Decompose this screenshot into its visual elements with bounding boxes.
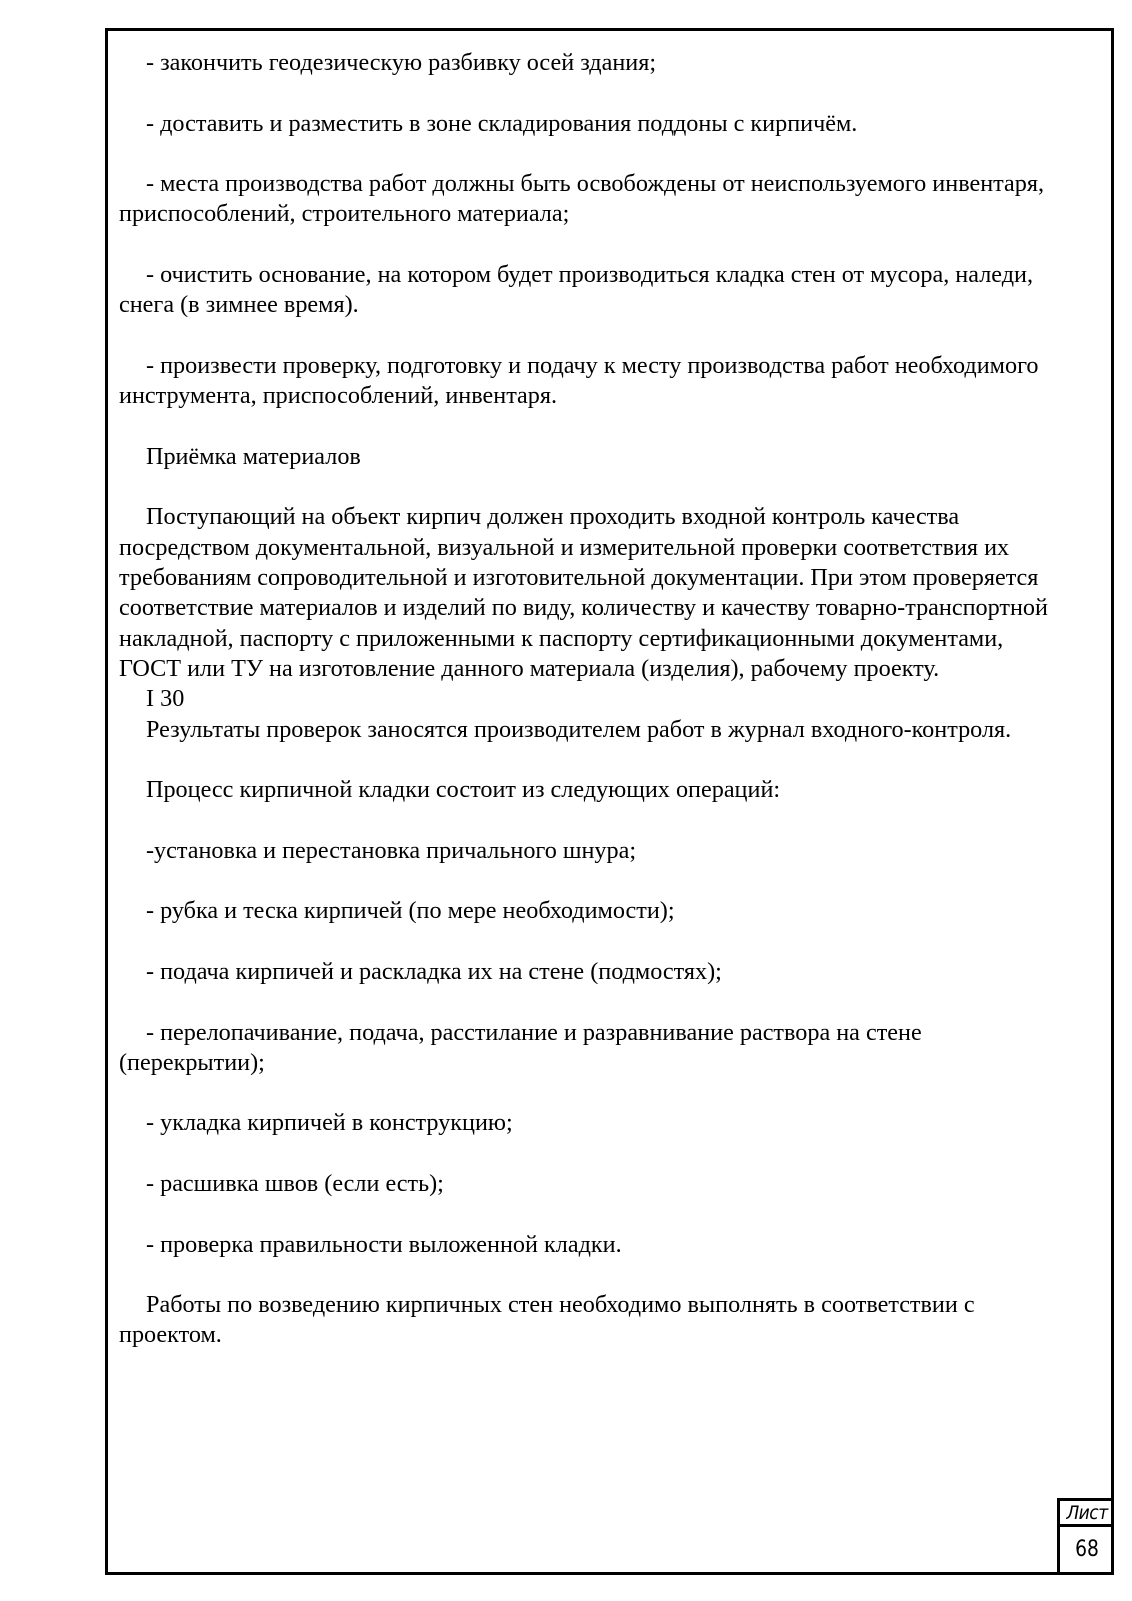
sheet-stamp (1057, 1498, 1114, 1575)
sheet-label: Лист (1060, 1498, 1114, 1527)
paragraph: Работы по возведению кирпичных стен необходимо выполнять в соответствии с проектом. (119, 1291, 975, 1349)
document-body (119, 48, 1064, 1381)
list-item: - произвести проверку, подготовку и подачу к месту производства работ необходимого инструмента, приспособлений, инвентаря. (119, 351, 1039, 410)
page-number: 68 (1075, 1537, 1099, 1562)
list-item: - подача кирпичей и раскладка их на стене (подмостях); (146, 957, 722, 985)
list-item: - проверка правильности выложенной кладки. (146, 1230, 622, 1258)
paragraph: Поступающий на объект кирпич должен проходить входной контроль качества посредством документальной, визуальной и измерительной проверки соответствия их требованиям сопроводительной и изготовительной документации. При этом проверяется соответствие материалов и изделий по виду, количеству и качеству товарно-транспортной накладной, паспорту с приложенными к паспорту сертификационными документами, ГОСТ или ТУ на изготовление данного материала (изделия), рабочему проекту. (119, 503, 1048, 682)
paragraph: I 30 (146, 685, 185, 713)
list-item: - места производства работ должны быть освобождены от неиспользуемого инвентаря, приспособлений, строительного материала; (119, 170, 1045, 228)
list-item: - закончить геодезическую разбивку осей здания; (146, 49, 657, 76)
paragraph: Процесс кирпичной кладки состоит из следующих операций: (146, 776, 781, 804)
section-heading: Приёмка материалов (146, 442, 361, 470)
list-item: - перелопачивание, подача, расстилание и разравнивание раствора на стене (перекрытии); (119, 1018, 922, 1076)
list-item: - рубка и теска кирпичей (по мере необходимости); (146, 897, 675, 925)
paragraph: Результаты проверок заносятся производителем работ в журнал входного-контроля. (146, 715, 1012, 743)
list-item: - очистить основание, на котором будет производиться кладка стен от мусора, наледи, снега (в зимнее время). (119, 261, 1033, 319)
list-item: - доставить и разместить в зоне складирования поддоны с кирпичём. (146, 109, 858, 137)
list-item: -установка и перестановка причального шнура; (146, 836, 637, 864)
list-item: - расшивка швов (если есть); (146, 1169, 444, 1197)
list-item: - укладка кирпичей в конструкцию; (146, 1109, 513, 1137)
